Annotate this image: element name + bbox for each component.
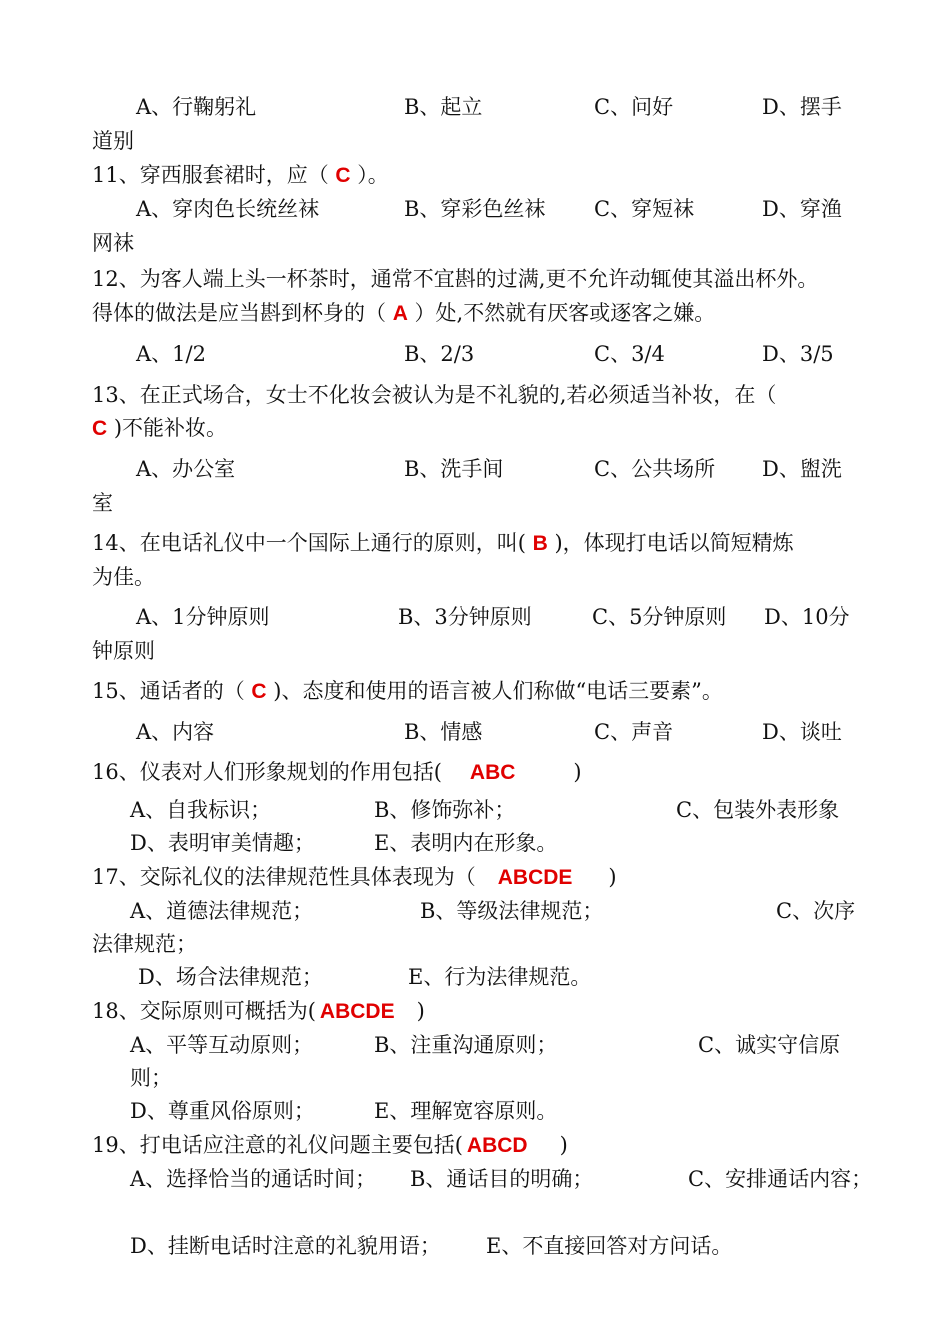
option-d: D、谈吐 <box>762 720 842 744</box>
question-17 <box>92 867 617 888</box>
option-b: B、等级法律规范； <box>420 899 604 923</box>
option-a: A、穿肉色长统丝袜 <box>136 197 320 221</box>
option-a: A、1/2 <box>136 342 206 366</box>
question-14 <box>92 533 794 554</box>
answer: ABC <box>469 761 516 784</box>
option-b: B、穿彩色丝袜 <box>404 197 546 221</box>
option-b: B、通话目的明确； <box>410 1167 594 1191</box>
question-12: 12、为客人端上头一杯茶时，通常不宜斟的过满,更不允许动辄使其溢出杯外。 <box>92 267 819 291</box>
question-18 <box>92 1001 425 1022</box>
question-text: 14、在电话礼仪中一个国际上通行的原则，叫( <box>92 531 533 555</box>
option-e: E、理解宽容原则。 <box>374 1099 558 1123</box>
question-text: 得体的做法是应当斟到杯身的（ <box>92 301 393 325</box>
answer: C <box>251 680 267 703</box>
option-wrap: 则； <box>130 1066 172 1090</box>
option-d: D、挂断电话时注意的礼貌用语； <box>130 1234 441 1258</box>
answer: B <box>532 532 548 555</box>
option-b: B、情感 <box>404 720 483 744</box>
option-b: B、洗手间 <box>404 457 504 481</box>
option-c: C、包装外表形象 <box>676 798 840 822</box>
option-wrap: 法律规范； <box>92 932 197 956</box>
option-a: A、内容 <box>136 720 215 744</box>
question-text: 15、通话者的（ <box>92 679 252 703</box>
answer: ABCD <box>466 1134 528 1157</box>
question-13: 13、在正式场合，女士不化妆会被认为是不礼貌的,若必须适当补妆，在（ <box>92 383 777 407</box>
answer: C <box>335 164 351 187</box>
option-c: C、诚实守信原 <box>698 1033 841 1057</box>
option-b: B、2/3 <box>404 342 475 366</box>
answer: ABCDE <box>497 866 573 889</box>
option-wrap: 钟原则 <box>92 639 155 663</box>
option-d: D、表明审美情趣； <box>130 831 315 855</box>
question-text: ) <box>559 1133 568 1157</box>
option-d: D、尊重风俗原则； <box>130 1099 315 1123</box>
option-d: D、摆手 <box>762 95 842 119</box>
option-c: C、3/4 <box>594 342 665 366</box>
option-wrap: 道别 <box>92 129 134 153</box>
option-a: A、办公室 <box>136 457 236 481</box>
question-text: 19、打电话应注意的礼仪问题主要包括( <box>92 1133 463 1157</box>
option-d: D、盥洗 <box>762 457 842 481</box>
option-a: A、平等互动原则； <box>130 1033 314 1057</box>
question-text: ）处,不然就有厌客或逐客之嫌。 <box>407 301 716 325</box>
option-wrap: 室 <box>92 491 113 515</box>
option-d: D、10分 <box>764 605 850 629</box>
option-a: A、道德法律规范； <box>130 899 314 923</box>
question-text: ) <box>608 865 617 889</box>
option-wrap: 网袜 <box>92 231 134 255</box>
question-text: )，体现打电话以简短精炼 <box>547 531 794 555</box>
question-text: ) <box>573 760 582 784</box>
option-b: B、起立 <box>404 95 483 119</box>
question-14-line2: 为佳。 <box>92 565 155 589</box>
question-text: 17、交际礼仪的法律规范性具体表现为（ <box>92 865 476 889</box>
question-11 <box>92 165 389 186</box>
question-text: 18、交际原则可概括为( <box>92 999 316 1023</box>
option-d: D、场合法律规范； <box>138 965 323 989</box>
option-c: C、5分钟原则 <box>592 605 727 629</box>
option-d: D、3/5 <box>762 342 834 366</box>
question-15 <box>92 681 723 702</box>
option-c: C、公共场所 <box>594 457 716 481</box>
option-c: C、问好 <box>594 95 674 119</box>
option-c: C、穿短袜 <box>594 197 695 221</box>
option-b: B、3分钟原则 <box>398 605 532 629</box>
option-c: C、次序 <box>776 899 856 923</box>
answer: ABCDE <box>319 1000 395 1023</box>
option-e: E、行为法律规范。 <box>408 965 592 989</box>
option-e: E、表明内在形象。 <box>374 831 558 855</box>
question-16 <box>92 762 582 783</box>
question-text: )、态度和使用的语言被人们称做“电话三要素”。 <box>266 679 723 703</box>
option-d: D、穿渔 <box>762 197 842 221</box>
answer: A <box>392 302 408 325</box>
option-b: B、修饰弥补； <box>374 798 516 822</box>
option-b: B、注重沟通原则； <box>374 1033 558 1057</box>
question-text: 11、穿西服套裙时，应（ <box>92 163 336 187</box>
option-a: A、1分钟原则 <box>136 605 270 629</box>
option-a: A、自我标识； <box>130 798 272 822</box>
option-c: C、声音 <box>594 720 674 744</box>
option-a: A、行鞠躬礼 <box>136 95 257 119</box>
option-c: C、安排通话内容； <box>688 1167 873 1191</box>
question-text: ) <box>416 999 425 1023</box>
question-text: 16、仪表对人们形象规划的作用包括( <box>92 760 442 784</box>
question-text: ）。 <box>350 163 389 187</box>
answer: C <box>92 417 108 440</box>
option-a: A、选择恰当的通话时间； <box>130 1167 377 1191</box>
question-text: )不能补妆。 <box>107 416 228 440</box>
question-19 <box>92 1135 568 1156</box>
question-12-line2 <box>92 303 715 324</box>
option-e: E、不直接回答对方问话。 <box>486 1234 733 1258</box>
question-13-line2 <box>92 418 227 439</box>
